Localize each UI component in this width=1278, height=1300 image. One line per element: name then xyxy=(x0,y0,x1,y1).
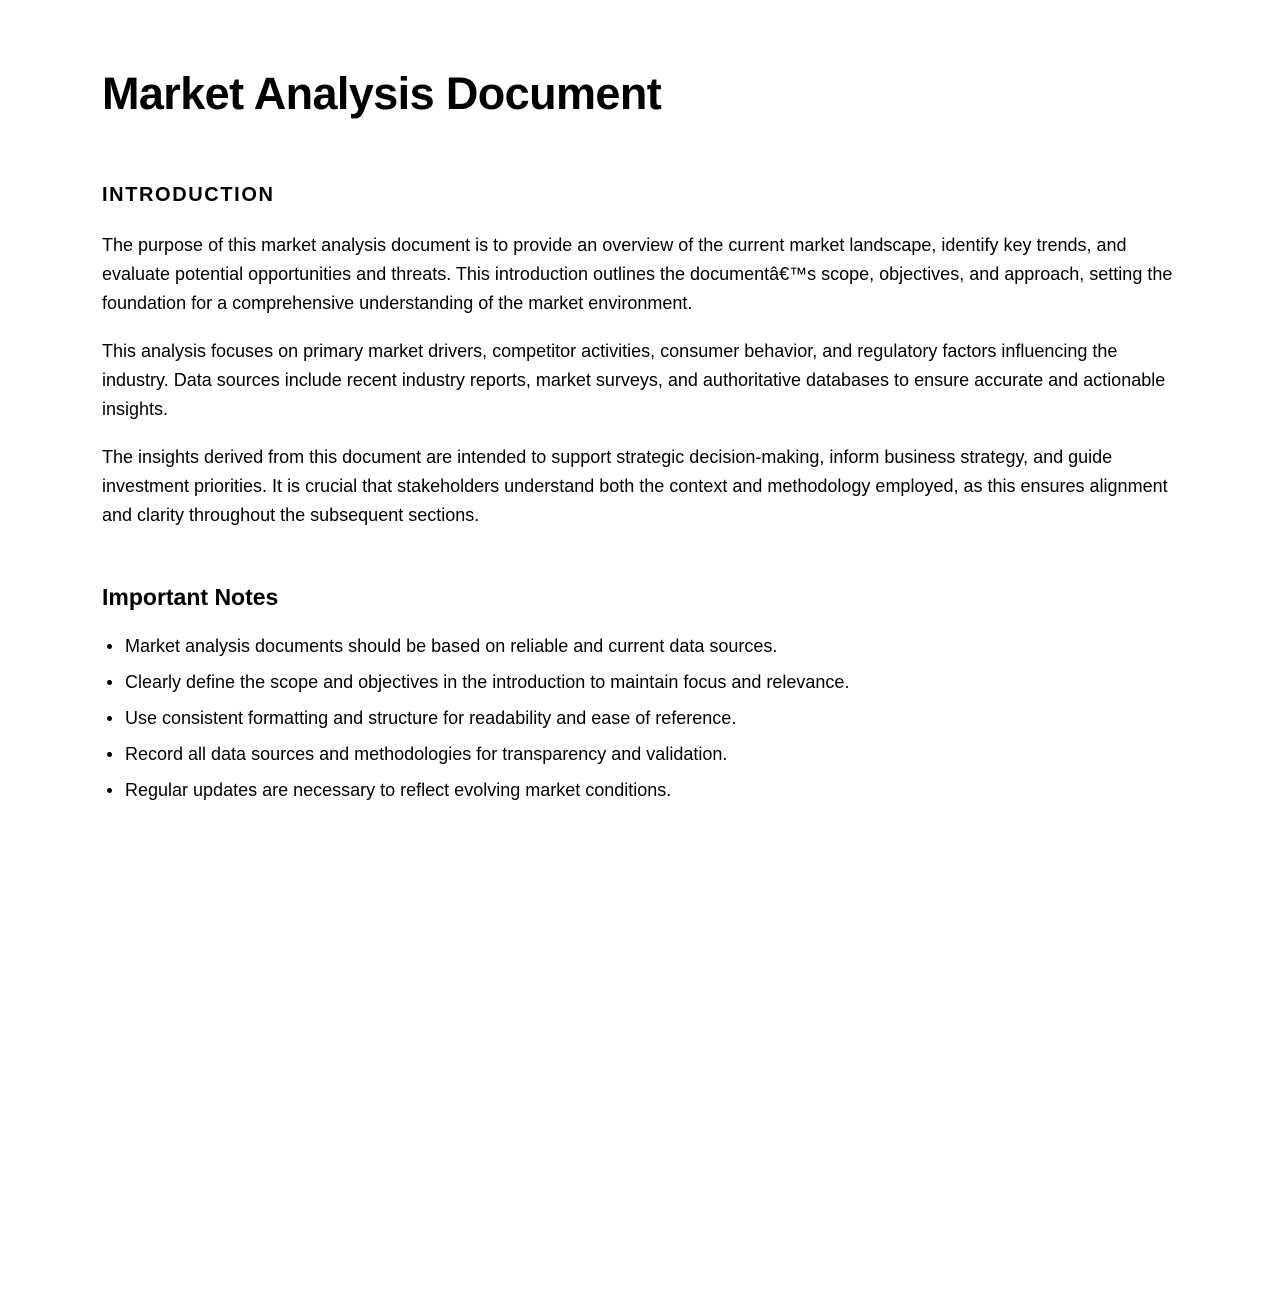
document-body xyxy=(102,0,1182,812)
bullet-icon xyxy=(107,644,112,649)
important-notes-heading: Important Notes xyxy=(102,584,279,610)
introduction-paragraph-2: This analysis focuses on primary market drivers, competitor activities, consumer behavior, and regulatory factors influencing the industry. Data sources include recent industry reports, market surveys, and authoritative databases to ensure accurate and actionable insights. xyxy=(102,341,1166,419)
note-text: Use consistent formatting and structure for readability and ease of reference. xyxy=(125,708,737,728)
note-text: Clearly define the scope and objectives in the introduction to maintain focus and relevance. xyxy=(125,672,850,692)
bullet-icon xyxy=(107,788,112,793)
introduction-paragraph-3: The insights derived from this document are intended to support strategic decision-making, inform business strategy, and guide investment priorities. It is crucial that stakeholders understand both the context and methodology employed, as this ensures alignment and clarity throughout the subsequent sections. xyxy=(102,447,1168,525)
note-item xyxy=(102,776,1182,804)
bullet-icon xyxy=(107,716,112,721)
important-notes-list xyxy=(102,632,1182,804)
bullet-icon xyxy=(107,752,112,757)
note-text: Market analysis documents should be based on reliable and current data sources. xyxy=(125,636,778,656)
note-item xyxy=(102,668,1182,696)
introduction-heading: INTRODUCTION xyxy=(102,184,275,206)
bullet-icon xyxy=(107,680,112,685)
document-title: Market Analysis Document xyxy=(102,68,662,119)
note-item xyxy=(102,740,1182,768)
note-text: Regular updates are necessary to reflect evolving market conditions. xyxy=(125,780,672,800)
note-item xyxy=(102,704,1182,732)
note-text: Record all data sources and methodologies for transparency and validation. xyxy=(125,744,728,764)
introduction-paragraph-1: The purpose of this market analysis document is to provide an overview of the current market landscape, identify key trends, and evaluate potential opportunities and threats. This introduction outlines the documentâ€™s scope, objectives, and approach, setting the foundation for a comprehensive understanding of the market environment. xyxy=(102,235,1173,313)
note-item xyxy=(102,632,1182,660)
